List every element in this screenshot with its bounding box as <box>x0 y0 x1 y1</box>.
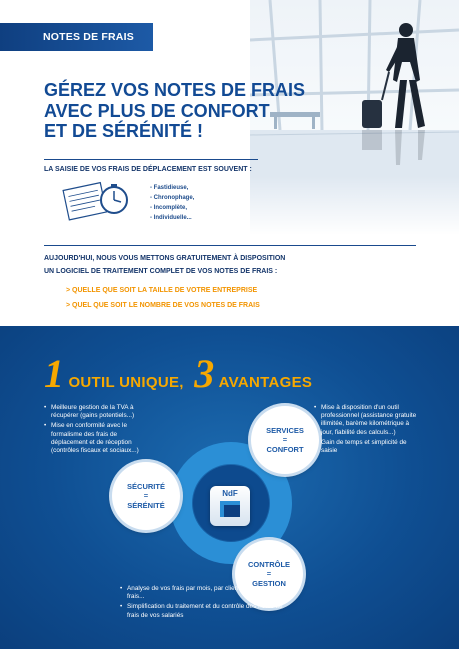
offer-line: UN LOGICIEL DE TRAITEMENT COMPLET DE VOS NOTES DE FRAIS : <box>44 267 278 275</box>
list-item: - Fastidieuse, <box>150 185 189 191</box>
list-item: > QUELLE QUE SOIT LA TAILLE DE VOTRE ENTREPRISE <box>66 287 258 294</box>
services-confort-circle <box>251 406 319 474</box>
circle-line: CONTRÔLE <box>247 559 291 569</box>
securite-serenite-circle <box>112 462 180 530</box>
number-three: 3 <box>194 351 215 396</box>
circle-line: = <box>266 569 272 579</box>
services-benefits-list <box>314 404 419 457</box>
headline <box>44 80 324 142</box>
divider <box>44 159 258 160</box>
circle-line: CONFORT <box>266 444 304 454</box>
list-item: • Gain de temps et simplicité de saisie <box>314 439 419 455</box>
circle-line: SÉRÉNITÉ <box>127 500 165 510</box>
list-item: • Meilleure gestion de la TVA à récupérer (gains potentiels...) <box>44 404 154 420</box>
number-one: 1 <box>44 351 64 396</box>
adjective-list <box>150 183 194 223</box>
heading-label-1: OUTIL UNIQUE, <box>68 374 184 391</box>
ndf-logo <box>210 486 250 526</box>
list-item: > QUEL QUE SOIT LE NOMBRE DE VOS NOTES DE FRAIS <box>66 301 260 309</box>
headline-line: ET DE SÉRÉNITÉ ! <box>44 121 204 141</box>
list-item: - Chronophage, <box>150 195 195 201</box>
list-item: - Incomplète, <box>150 205 188 211</box>
headline-line: GÉREZ VOS NOTES DE FRAIS <box>44 80 306 100</box>
list-item: • Analyse de vos frais par mois, par client, par nature de frais... <box>120 585 290 601</box>
advantages-heading <box>44 350 313 396</box>
intro-heading: LA SAISIE DE VOS FRAIS DE DÉPLACEMENT EST SOUVENT : <box>44 166 252 173</box>
offer-text <box>44 253 414 278</box>
timesheet-clock-icon <box>58 178 133 224</box>
offer-line: AUJOURD'HUI, NOUS VOUS METTONS GRATUITEMENT À DISPOSITION <box>44 255 286 262</box>
divider <box>44 245 416 246</box>
heading-label-2: AVANTAGES <box>218 374 313 391</box>
circle-line: SÉCURITÉ <box>127 481 165 491</box>
list-item: - Individuelle... <box>150 215 192 221</box>
list-item: • Mise en conformité avec le formalisme des frais de déplacement et de réception (contrôles fiscaux et sociaux...) <box>44 422 154 455</box>
circle-line: GESTION <box>252 578 286 588</box>
securite-benefits-list <box>44 404 154 457</box>
circle-line: SERVICES <box>266 425 304 435</box>
list-item: • Mise à disposition d'un outil professionnel (assistance gratuite illimitée, barème kilométrique à jour, fiabilité des calculs...) <box>314 404 419 437</box>
conditions-list <box>66 284 260 313</box>
section-title-badge: NOTES DE FRAIS <box>0 23 153 51</box>
circle-line: = <box>143 491 149 501</box>
list-item: • Simplification du traitement et du contrôle des notes de frais de vos salariés <box>120 603 290 619</box>
circle-line: = <box>282 435 288 445</box>
logo-text: NdF <box>222 489 238 498</box>
controle-benefits-list <box>120 585 290 622</box>
headline-line: AVEC PLUS DE CONFORT <box>44 100 270 121</box>
logo-mark-icon <box>218 499 242 519</box>
